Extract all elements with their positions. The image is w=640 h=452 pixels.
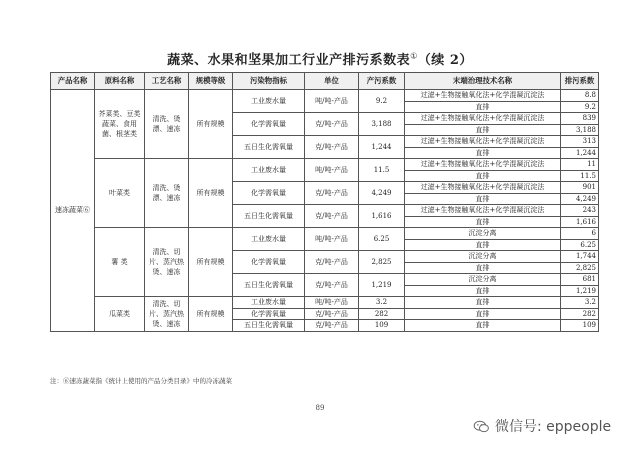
treatment-tech-cell: 直排 (405, 170, 561, 182)
pollutant-cell: 工业废水量 (233, 90, 305, 113)
discharge-coef-cell: 1,744 (561, 251, 599, 263)
scale-cell: 所有规模 (189, 159, 233, 228)
treatment-tech-cell: 直排 (405, 147, 561, 159)
process-cell: 清洗、切片、蒸汽热烫、速冻 (145, 297, 189, 332)
produce-coef-cell: 11.5 (359, 159, 405, 182)
header-unit: 单位 (305, 73, 359, 90)
title-text: 蔬菜、水果和坚果加工行业产排污系数表 (167, 53, 411, 68)
process-cell: 清洗、烫漂、速冻 (145, 159, 189, 228)
produce-coef-cell: 1,616 (359, 205, 405, 228)
treatment-tech-cell: 过滤+生物接触氧化法+化学混凝沉淀法 (405, 182, 561, 194)
process-cell: 清洗、烫漂、速冻 (145, 90, 189, 159)
unit-cell: 克/吨-产品 (305, 308, 359, 320)
discharge-coef-cell: 11 (561, 159, 599, 171)
discharge-coef-cell: 6.25 (561, 239, 599, 251)
discharge-coef-cell: 11.5 (561, 170, 599, 182)
produce-coef-cell: 9.2 (359, 90, 405, 113)
header-pollutant: 污染物指标 (233, 73, 305, 90)
discharge-coef-cell: 9.2 (561, 101, 599, 113)
table-row (51, 228, 599, 240)
produce-coef-cell: 1,244 (359, 136, 405, 159)
discharge-coef-cell: 4,249 (561, 193, 599, 205)
pollutant-cell: 五日生化需氧量 (233, 136, 305, 159)
discharge-coef-cell: 8.8 (561, 90, 599, 102)
unit-cell: 克/吨-产品 (305, 113, 359, 136)
pollutant-cell: 化学需氧量 (233, 308, 305, 320)
watermark-text: 微信号: eppeople (495, 419, 612, 435)
treatment-tech-cell: 直排 (405, 216, 561, 228)
material-cell: 叶菜类 (95, 159, 145, 228)
treatment-tech-cell: 直排 (405, 297, 561, 309)
discharge-coef-cell: 1,244 (561, 147, 599, 159)
pollutant-cell: 工业废水量 (233, 159, 305, 182)
material-cell: 薯 类 (95, 228, 145, 297)
treatment-tech-cell: 直排 (405, 239, 561, 251)
unit-cell: 克/吨-产品 (305, 205, 359, 228)
page-number: 89 (315, 404, 325, 412)
treatment-tech-cell: 直排 (405, 308, 561, 320)
pollutant-cell: 五日生化需氧量 (233, 320, 305, 332)
wechat-icon (473, 420, 490, 433)
title-suffix: （续 2） (417, 53, 473, 68)
discharge-coef-cell: 2,825 (561, 262, 599, 274)
table-body (51, 90, 599, 332)
pollutant-cell: 工业废水量 (233, 228, 305, 251)
emission-coefficient-table (50, 72, 599, 332)
discharge-coef-cell: 6 (561, 228, 599, 240)
discharge-coef-cell: 681 (561, 274, 599, 286)
table-row (51, 90, 599, 102)
produce-coef-cell: 6.25 (359, 228, 405, 251)
footnote: 注：⑥速冻蔬菜指《统计上使用的产品分类目录》中的冷冻蔬菜 (50, 377, 232, 385)
pollutant-cell: 工业废水量 (233, 297, 305, 309)
pollutant-cell: 化学需氧量 (233, 182, 305, 205)
treatment-tech-cell: 沉淀分离 (405, 274, 561, 286)
product-cell: 速冻蔬菜⑥ (51, 90, 95, 332)
discharge-coef-cell: 1,219 (561, 285, 599, 297)
discharge-coef-cell: 243 (561, 205, 599, 217)
pollutant-cell: 化学需氧量 (233, 113, 305, 136)
produce-coef-cell: 1,219 (359, 274, 405, 297)
unit-cell: 克/吨-产品 (305, 251, 359, 274)
discharge-coef-cell: 282 (561, 308, 599, 320)
treatment-tech-cell: 过滤+生物接触氧化法+化学混凝沉淀法 (405, 205, 561, 217)
treatment-tech-cell: 直排 (405, 124, 561, 136)
produce-coef-cell: 2,825 (359, 251, 405, 274)
watermark (473, 416, 611, 436)
unit-cell: 吨/吨-产品 (305, 228, 359, 251)
table-row (51, 297, 599, 309)
header-discharge-coef: 排污系数 (561, 73, 599, 90)
discharge-coef-cell: 109 (561, 320, 599, 332)
header-process: 工艺名称 (145, 73, 189, 90)
header-material: 原料名称 (95, 73, 145, 90)
unit-cell: 吨/吨-产品 (305, 297, 359, 309)
material-cell: 瓜菜类 (95, 297, 145, 332)
treatment-tech-cell: 过滤+生物接触氧化法+化学混凝沉淀法 (405, 159, 561, 171)
treatment-tech-cell: 直排 (405, 193, 561, 205)
treatment-tech-cell: 直排 (405, 262, 561, 274)
material-cell: 芥菜类、豆类蔬菜、食用菌、根茎类 (95, 90, 145, 159)
pollutant-cell: 五日生化需氧量 (233, 205, 305, 228)
scale-cell: 所有规模 (189, 228, 233, 297)
treatment-tech-cell: 沉淀分离 (405, 228, 561, 240)
pollutant-cell: 五日生化需氧量 (233, 274, 305, 297)
table-row (51, 159, 599, 171)
unit-cell: 克/吨-产品 (305, 136, 359, 159)
discharge-coef-cell: 313 (561, 136, 599, 148)
produce-coef-cell: 3.2 (359, 297, 405, 309)
title-footnote-mark: ① (410, 51, 418, 61)
header-product: 产品名称 (51, 73, 95, 90)
produce-coef-cell: 4,249 (359, 182, 405, 205)
produce-coef-cell: 109 (359, 320, 405, 332)
unit-cell: 吨/吨-产品 (305, 159, 359, 182)
header-row (51, 73, 599, 90)
scale-cell: 所有规模 (189, 90, 233, 159)
unit-cell: 克/吨-产品 (305, 182, 359, 205)
treatment-tech-cell: 沉淀分离 (405, 251, 561, 263)
treatment-tech-cell: 过滤+生物接触氧化法+化学混凝沉淀法 (405, 136, 561, 148)
header-produce-coef: 产污系数 (359, 73, 405, 90)
process-cell: 清洗、切片、蒸汽热烫、速冻 (145, 228, 189, 297)
scale-cell: 所有规模 (189, 297, 233, 332)
treatment-tech-cell: 直排 (405, 101, 561, 113)
discharge-coef-cell: 3.2 (561, 297, 599, 309)
produce-coef-cell: 282 (359, 308, 405, 320)
unit-cell: 克/吨-产品 (305, 320, 359, 332)
discharge-coef-cell: 3,188 (561, 124, 599, 136)
treatment-tech-cell: 过滤+生物接触氧化法+化学混凝沉淀法 (405, 90, 561, 102)
treatment-tech-cell: 直排 (405, 285, 561, 297)
treatment-tech-cell: 直排 (405, 320, 561, 332)
produce-coef-cell: 3,188 (359, 113, 405, 136)
discharge-coef-cell: 901 (561, 182, 599, 194)
unit-cell: 克/吨-产品 (305, 274, 359, 297)
discharge-coef-cell: 839 (561, 113, 599, 125)
treatment-tech-cell: 过滤+生物接触氧化法+化学混凝沉淀法 (405, 113, 561, 125)
header-scale: 规模等级 (189, 73, 233, 90)
pollutant-cell: 化学需氧量 (233, 251, 305, 274)
unit-cell: 吨/吨-产品 (305, 90, 359, 113)
table-title (0, 49, 640, 68)
header-treatment-tech: 末端治理技术名称 (405, 73, 561, 90)
discharge-coef-cell: 1,616 (561, 216, 599, 228)
